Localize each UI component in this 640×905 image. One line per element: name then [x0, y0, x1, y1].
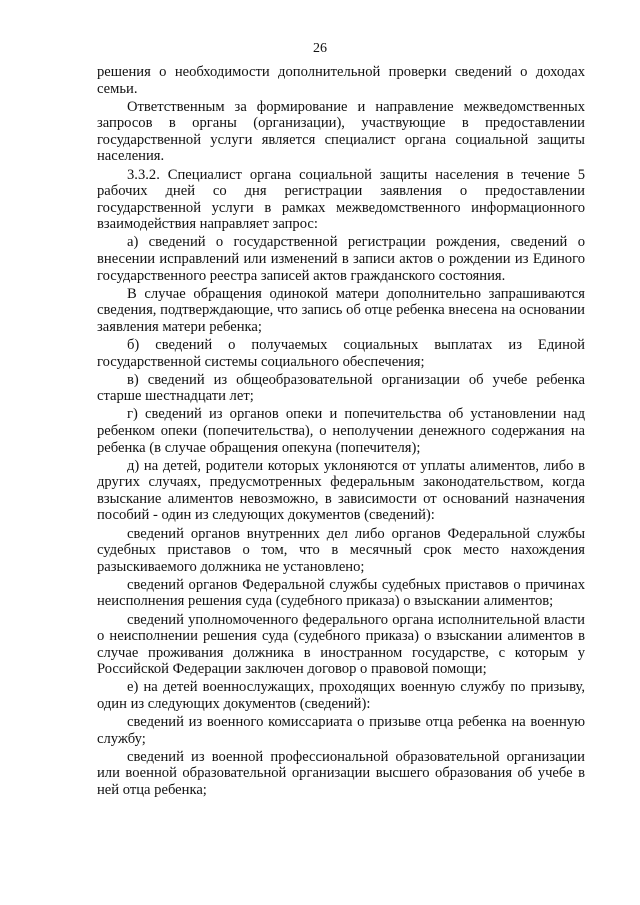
paragraph: решения о необходимости дополнительной проверки сведений о доходах семьи. [97, 64, 585, 97]
paragraph: сведений органов Федеральной службы судебных приставов о причинах неисполнения решения суда (судебного приказа) о взыскании алиментов; [97, 576, 585, 610]
paragraph: а) сведений о государственной регистрации рождения, сведений о внесении исправлений или изменений в записи актов о рождении из Единого государственного реестра записей актов гражданского состояния. [97, 234, 585, 284]
paragraph: б) сведений о получаемых социальных выплатах из Единой государственной системы социального обеспечения; [97, 337, 585, 370]
page-number: 26 [313, 41, 327, 56]
document-body [97, 64, 585, 799]
paragraph: д) на детей, родители которых уклоняются от уплаты алиментов, либо в других случаях, предусмотренных федеральным законодательством, когда взыскание алиментов невозможно, в зависимости от оснований назначения пособий - один из следующих документов (сведений): [97, 457, 585, 524]
paragraph: сведений уполномоченного федерального органа исполнительной власти о неисполнении решения суда (судебного приказа) о взыскании алиментов в случае проживания должника в иностранном государстве, с которым у Российской Федерации заключен договор о правовой помощи; [97, 611, 585, 678]
paragraph: сведений органов внутренних дел либо органов Федеральной службы судебных приставов о том, что в месячный срок место нахождения разыскиваемого должника не установлено; [97, 525, 585, 575]
paragraph: г) сведений из органов опеки и попечительства об установлении над ребенком опеки (попечительства), о неполучении денежного содержания на ребенка (в случае обращения опекуна (попечителя); [97, 406, 585, 456]
paragraph: сведений из военной профессиональной образовательной организации или военной образовательной организации высшего образования об учебе в ней отца ребенка; [97, 748, 585, 798]
paragraph: 3.3.2. Специалист органа социальной защиты населения в течение 5 рабочих дней со дня регистрации заявления о предоставлении государственной услуги в рамках межведомственного информационного взаимодействия направляет запрос: [97, 166, 585, 233]
paragraph: В случае обращения одинокой матери дополнительно запрашиваются сведения, подтверждающие, что запись об отце ребенка внесена на основании заявления матери ребенка; [97, 285, 585, 335]
paragraph: е) на детей военнослужащих, проходящих военную службу по призыву, один из следующих документов (сведений): [97, 679, 585, 712]
paragraph: в) сведений из общеобразовательной организации об учебе ребенка старше шестнадцати лет; [97, 371, 585, 405]
paragraph: сведений из военного комиссариата о призыве отца ребенка на военную службу; [97, 714, 585, 747]
paragraph: Ответственным за формирование и направление межведомственных запросов в органы (организации), участвующие в предоставлении государственной услуги является специалист органа социальной защиты населения. [97, 98, 585, 165]
